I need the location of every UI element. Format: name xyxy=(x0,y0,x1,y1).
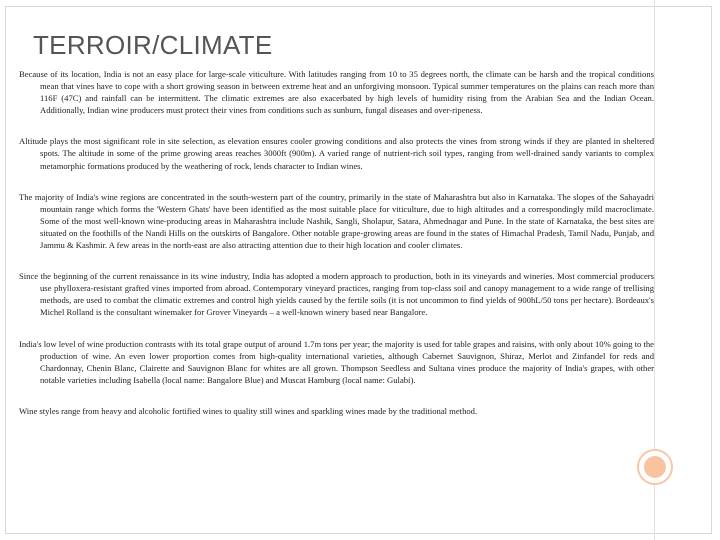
paragraph-location-climate: Because of its location, India is not an easy place for large-scale viticulture. With latitudes ranging from 10 to 35 degrees north, the climate can be harsh and the tropical conditions mean that vines have to cope with a short growing season in between extreme heat and an unforgiving monsoon. Typical summer temperatures on the plains can reach more than 116F (47C) and rainfall can be intermittent. The climatic extremes are also exacerbated by high levels of humidity rising from the Arabian Sea and the Indian Ocean. Additionally, Indian wine producers must protect their vines from conditions such as sunburn, fungal diseases and over-ripeness. xyxy=(19,69,654,116)
decorative-circle xyxy=(637,449,673,485)
slide-body xyxy=(19,68,654,436)
slide-title: TERROIR/CLIMATE xyxy=(33,30,273,60)
paragraph-altitude-soil: Altitude plays the most significant role in site selection, as elevation ensures cooler growing conditions and also protects the vines from strong winds if they are planted in sheltered spots. The altitude in some of the prime growing areas reaches 3000ft (900m). A varied range of nutrient-rich soil types, ranging from well-drained sandy variants to complex metamorphic formations produced by the weathering of rock, lends character to Indian wines. xyxy=(19,136,654,171)
paragraph-wine-regions: The majority of India's wine regions are concentrated in the south-western part of the country, primarily in the state of Maharashtra but also in Karnataka. The slopes of the Sahayadri mountain range which forms the 'Western Ghats' have been identified as the most suitable place for viticulture, due to high altitudes and a correspondingly mild macroclimate. Some of the most well-known wine-producing areas in Maharashtra include Nashik, Sangli, Sholapur, Satara, Ahmednagar and Pune. In the state of Karnataka, the best sites are situated on the foothills of the Nandi Hills on the outskirts of Bangalore. Other notable grape-growing areas are found in the states of Himachal Pradesh, Tamil Nadu, Punjab, and Jammu & Kashmir. A few areas in the north-east are also attracting attention due to their high location and cooler climates. xyxy=(19,191,654,251)
paragraph-wine-styles: Wine styles range from heavy and alcoholic fortified wines to quality still wines and sparkling wines made by the traditional method. xyxy=(19,405,478,416)
paragraph-modern-production: Since the beginning of the current renaissance in its wine industry, India has adopted a modern approach to production, both in its vineyards and wineries. Most commercial producers use phylloxera-resistant grafted vines imported from abroad. Contemporary vineyard practices, ranging from top-class soil and canopy management to a wide range of trellising methods, are used to combat the climatic extremes and control high yields caused by the fertile soils (it is not uncommon to find yields of 900hL/50 tons per hectare). Bordeaux's Michel Rolland is the consultant winemaker for Grover Vineyards – a well-known winery based near Bangalore. xyxy=(19,271,654,318)
paragraph-grape-varieties: India's low level of wine production contrasts with its total grape output of around 1.7m tons per year; the majority is used for table grapes and raisins, with only about 10% going to the production of wine. An even lower proportion comes from high-quality international varieties, although Cabernet Sauvignon, Shiraz, Merlot and Zinfandel for reds and Chardonnay, Chenin Blanc, Clairette and Sauvignon Blanc for whites are all grown. Thompson Seedless and Sultana vines produce the majority of India's grapes, with other notable varieties including Isabella (local name: Bangalore Blue) and Muscat Hamburg (local name: Gulabi). xyxy=(19,338,654,385)
